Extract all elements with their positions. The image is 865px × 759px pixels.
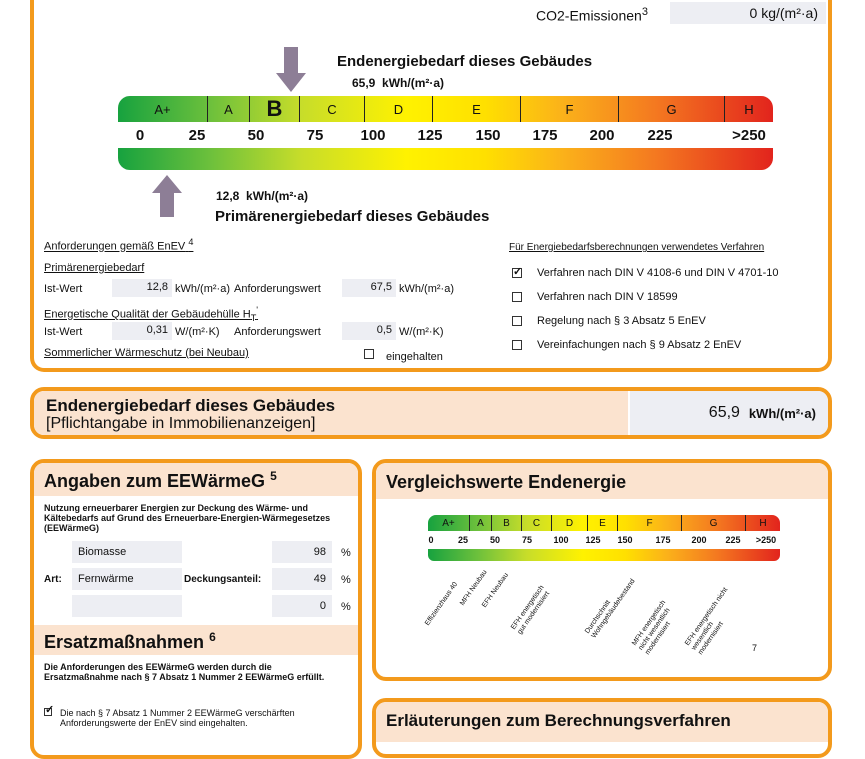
req-value: 67,5 <box>342 279 396 297</box>
explanations-title: Erläuterungen zum Berechnungsverfahren <box>376 702 828 742</box>
tick-label: 100 <box>360 127 386 144</box>
cmp-label: Durchschnitt Wohngebäudebestand <box>584 577 637 640</box>
method-item[interactable]: Vereinfachungen nach § 9 Absatz 2 EnEV <box>512 339 741 351</box>
co2-value: 0 kg/(m²·a) <box>670 2 826 24</box>
tick-label: 175 <box>532 127 558 144</box>
cmp-tick: 75 <box>521 535 533 545</box>
method-checkbox[interactable] <box>512 316 522 326</box>
tick-label: 75 <box>306 127 324 144</box>
class-f: F <box>521 96 619 122</box>
tick-label: >250 <box>732 127 766 144</box>
summer-label: Sommerlicher Wärmeschutz (bei Neubau) <box>44 347 249 359</box>
cmp-label: MFH energetisch nicht wesentlich modernisiert <box>631 599 672 657</box>
eewaerme-title: Angaben zum EEWärmeG $^5$ <box>34 463 358 496</box>
co2-label: CO2-Emissionen$^3$ <box>536 6 648 24</box>
method-checkbox[interactable] <box>512 268 522 278</box>
cmp-label: EFH energetisch nicht wesentlich modernisiert <box>684 586 730 657</box>
ersatz-item-label: Die nach § 7 Absatz 1 Nummer 2 EEWärmeG verschärften Anforderungswerte der EnEV sind eingehalten. <box>60 708 295 728</box>
cmp-tick: 100 <box>553 535 569 545</box>
cmp-tick: 200 <box>691 535 707 545</box>
tick-label: 225 <box>647 127 673 144</box>
eewaerme-row-unit: % <box>341 601 351 613</box>
mandatory-label-area <box>34 391 628 435</box>
tick-label: 50 <box>247 127 265 144</box>
class-a: A <box>208 96 250 122</box>
ist2-label: Ist-Wert <box>44 326 83 338</box>
cmp-class: A+ <box>428 515 470 531</box>
class-h: H <box>744 101 754 117</box>
method-item[interactable]: Verfahren nach DIN V 18599 <box>512 291 678 303</box>
method-checkbox[interactable] <box>512 340 522 350</box>
eewaerme-row-unit: % <box>341 547 351 559</box>
req2-value: 0,5 <box>342 322 396 340</box>
tick-label: 0 <box>135 127 145 144</box>
cmp-class: A <box>470 515 492 531</box>
hull-label: Energetische Qualität der Gebäudehülle $H_T'$ <box>44 305 259 323</box>
mandatory-subtitle: [Pflichtangabe in Immobilienanzeigen] <box>46 415 316 432</box>
method-item[interactable]: ✓Verfahren nach DIN V 4108-6 und DIN V 4701-10 <box>512 267 779 279</box>
summer-checkbox[interactable] <box>364 349 374 359</box>
primary-demand-label: Primärenergiebedarf <box>44 262 145 274</box>
ist-label: Ist-Wert <box>44 283 83 295</box>
art-label: Art: <box>44 574 62 585</box>
class-a-plus: A+ <box>118 96 208 122</box>
end-energy-arrow-icon <box>276 47 306 97</box>
cmp-class: H <box>759 517 767 529</box>
method-item[interactable]: Regelung nach § 3 Absatz 5 EnEV <box>512 315 706 327</box>
cmp-class: G <box>682 515 746 531</box>
ist-unit: kWh/(m²·a) <box>175 283 230 295</box>
cmp-class: E <box>588 515 618 531</box>
eewaerme-row-unit: % <box>341 574 351 586</box>
mandatory-energy-panel <box>30 387 832 439</box>
methods-title: Für Energiebedarfsberechnungen verwendetes Verfahren <box>509 242 765 253</box>
class-e: E <box>433 96 521 122</box>
cmp-tick: >250 <box>755 535 777 545</box>
req2-unit: W/(m²·K) <box>399 326 444 338</box>
tick-label: 200 <box>589 127 615 144</box>
comparison-gradient-bar <box>428 549 780 561</box>
comparison-ticks <box>376 535 832 547</box>
cmp-tick: 175 <box>655 535 671 545</box>
req-label: Anforderungswert <box>234 283 321 295</box>
eewaerme-row-value: 49 <box>272 568 332 590</box>
eewaerme-desc: Nutzung erneuerbarer Energien zur Deckung des Wärme- und Kältebedarfs auf Grund des Erneuerbare-Energien-Wärmegesetzes (EEWärmeG) <box>44 503 331 533</box>
cmp-class: B <box>492 515 522 531</box>
cmp-label: EFH Neubau <box>481 571 510 610</box>
ersatz-item[interactable] <box>44 708 354 728</box>
eewaerme-row-name: Biomasse <box>72 541 182 563</box>
class-b: B <box>250 96 300 122</box>
comparison-title: Vergleichswerte Endenergie <box>376 463 828 499</box>
energy-class-bar <box>118 96 773 122</box>
class-c: C <box>300 96 365 122</box>
scale-ticks <box>0 127 865 147</box>
energy-gradient-bar <box>118 148 773 170</box>
comparison-footnote: 7 <box>752 643 758 653</box>
ersatz-title: Ersatzmaßnahmen $^6$ <box>34 625 358 655</box>
end-energy-value: 65,9 kWh/(m²·a) <box>352 76 445 90</box>
class-d: D <box>365 96 433 122</box>
requirements-title: Anforderungen gemäß EnEV $^4$ <box>44 237 194 253</box>
summer-check-label: eingehalten <box>386 351 443 363</box>
cmp-label: MFH Neubau <box>459 568 489 608</box>
eewaerme-row-name <box>72 595 182 617</box>
ist-value: 12,8 <box>112 279 172 297</box>
cmp-tick: 125 <box>585 535 601 545</box>
cmp-label: EFH energetisch gut modernisiert <box>510 584 552 636</box>
req2-label: Anforderungswert <box>234 326 321 338</box>
cmp-tick: 150 <box>617 535 633 545</box>
cmp-tick: 0 <box>428 535 434 545</box>
mandatory-title: Endenergiebedarf dieses Gebäudes <box>46 396 336 415</box>
ersatz-desc: Die Anforderungen des EEWärmeG werden durch die Ersatzmaßnahme nach § 7 Absatz 1 Nummer 2 EEWärmeG erfüllt. <box>44 662 325 682</box>
ist2-value: 0,31 <box>112 322 172 340</box>
primary-energy-arrow-icon <box>152 175 182 222</box>
cmp-class: D <box>552 515 588 531</box>
class-g: G <box>619 96 725 122</box>
explanations-panel <box>372 698 832 758</box>
eewaerme-panel <box>30 459 362 759</box>
ersatz-checkbox[interactable] <box>44 708 52 716</box>
deckung-label: Deckungsanteil: <box>184 574 262 585</box>
comparison-panel <box>372 459 832 681</box>
tick-label: 25 <box>188 127 206 144</box>
end-energy-title: Endenergiebedarf dieses Gebäudes <box>337 53 593 70</box>
eewaerme-row-value: 0 <box>272 595 332 617</box>
ist2-unit: W/(m²·K) <box>175 326 220 338</box>
cmp-tick: 25 <box>457 535 469 545</box>
method-checkbox[interactable] <box>512 292 522 302</box>
req-unit: kWh/(m²·a) <box>399 283 454 295</box>
eewaerme-row-value: 98 <box>272 541 332 563</box>
cmp-label: Effizienzhaus 40 <box>424 581 460 628</box>
cmp-tick: 225 <box>725 535 741 545</box>
cmp-class: C <box>522 515 552 531</box>
eewaerme-row-name: Fernwärme <box>72 568 182 590</box>
primary-energy-title: Primärenergiebedarf dieses Gebäudes <box>215 208 490 225</box>
mandatory-value: 65,9 kWh/(m²·a) <box>628 391 828 435</box>
primary-energy-value: 12,8 kWh/(m²·a) <box>216 189 309 203</box>
cmp-tick: 50 <box>489 535 501 545</box>
tick-label: 150 <box>475 127 501 144</box>
cmp-class: F <box>618 515 682 531</box>
tick-label: 125 <box>417 127 443 144</box>
comparison-class-bar <box>428 515 780 531</box>
